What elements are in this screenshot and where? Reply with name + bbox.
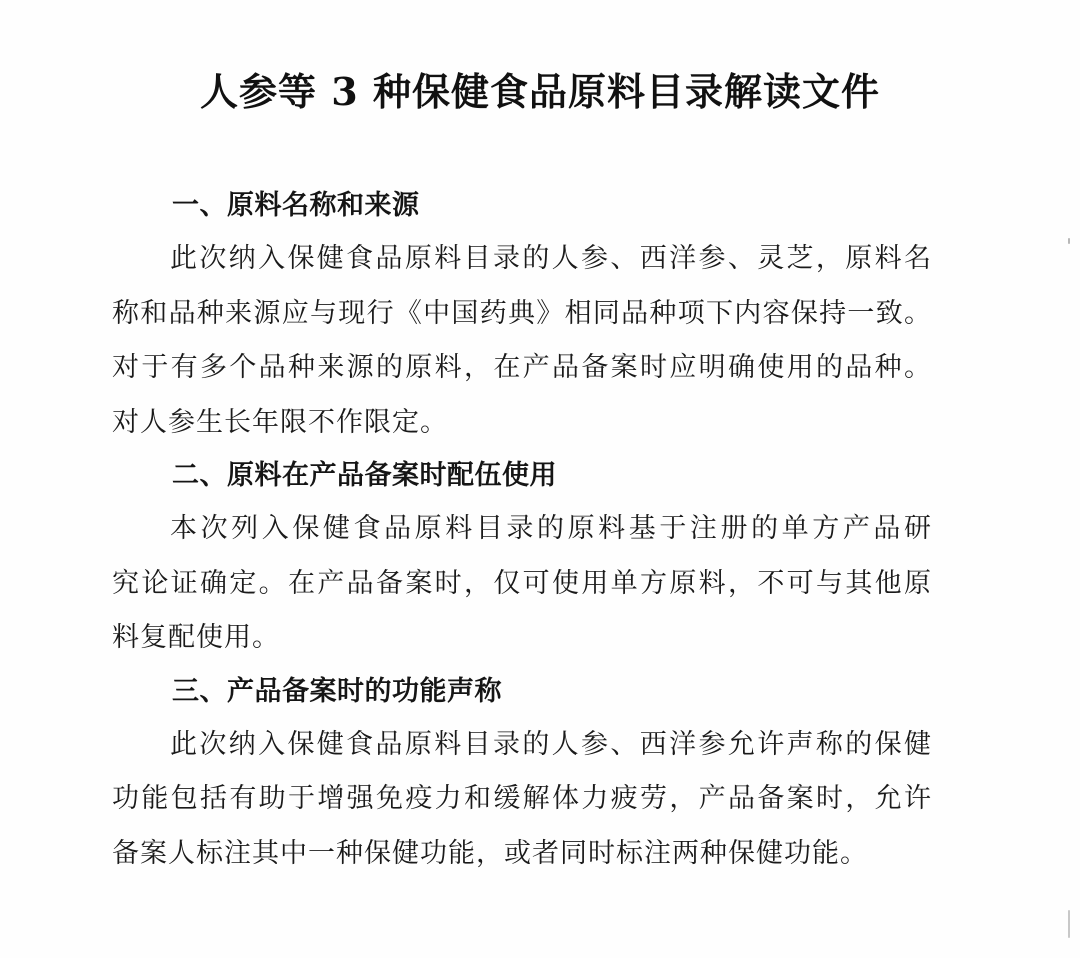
paragraph-line: 此次纳入保健食品原料目录的人参、西洋参、灵芝，原料名 (170, 243, 932, 274)
document-body (112, 180, 932, 881)
section-heading-source: 一、原料名称和来源 (172, 190, 420, 221)
section-source (112, 180, 932, 450)
paragraph-line: 对于有多个品种来源的原料，在产品备案时应明确使用的品种。 (112, 352, 932, 383)
paragraph-line: 对人参生长年限不作限定。 (112, 406, 448, 438)
scan-edge-mark (1068, 910, 1070, 938)
section-function-claims (112, 666, 932, 882)
section-compounding (112, 450, 932, 666)
paragraph-line: 功能包括有助于增强免疫力和缓解体力疲劳，产品备案时，允许 (112, 783, 932, 814)
section-paragraph-source (112, 232, 932, 450)
section-heading-compounding: 二、原料在产品备案时配伍使用 (172, 460, 557, 491)
paragraph-line: 称和品种来源应与现行《中国药典》相同品种项下内容保持一致。 (112, 297, 932, 329)
document-title: 人参等 3 种保健食品原料目录解读文件 (200, 69, 880, 114)
paragraph-line: 此次纳入保健食品原料目录的人参、西洋参允许声称的保健 (170, 728, 932, 760)
paragraph-line: 究论证确定。在产品备案时，仅可使用单方原料，不可与其他原 (112, 567, 932, 599)
paragraph-line: 备案人标注其中一种保健功能，或者同时标注两种保健功能。 (112, 837, 868, 869)
paragraph-line: 本次列入保健食品原料目录的原料基于注册的单方产品研 (170, 513, 932, 544)
paragraph-line: 料复配使用。 (112, 622, 280, 653)
section-heading-function-claims: 三、产品备案时的功能声称 (172, 675, 502, 707)
section-paragraph-function-claims (112, 718, 932, 882)
section-paragraph-compounding (112, 502, 932, 666)
scan-edge-mark (1068, 238, 1070, 244)
